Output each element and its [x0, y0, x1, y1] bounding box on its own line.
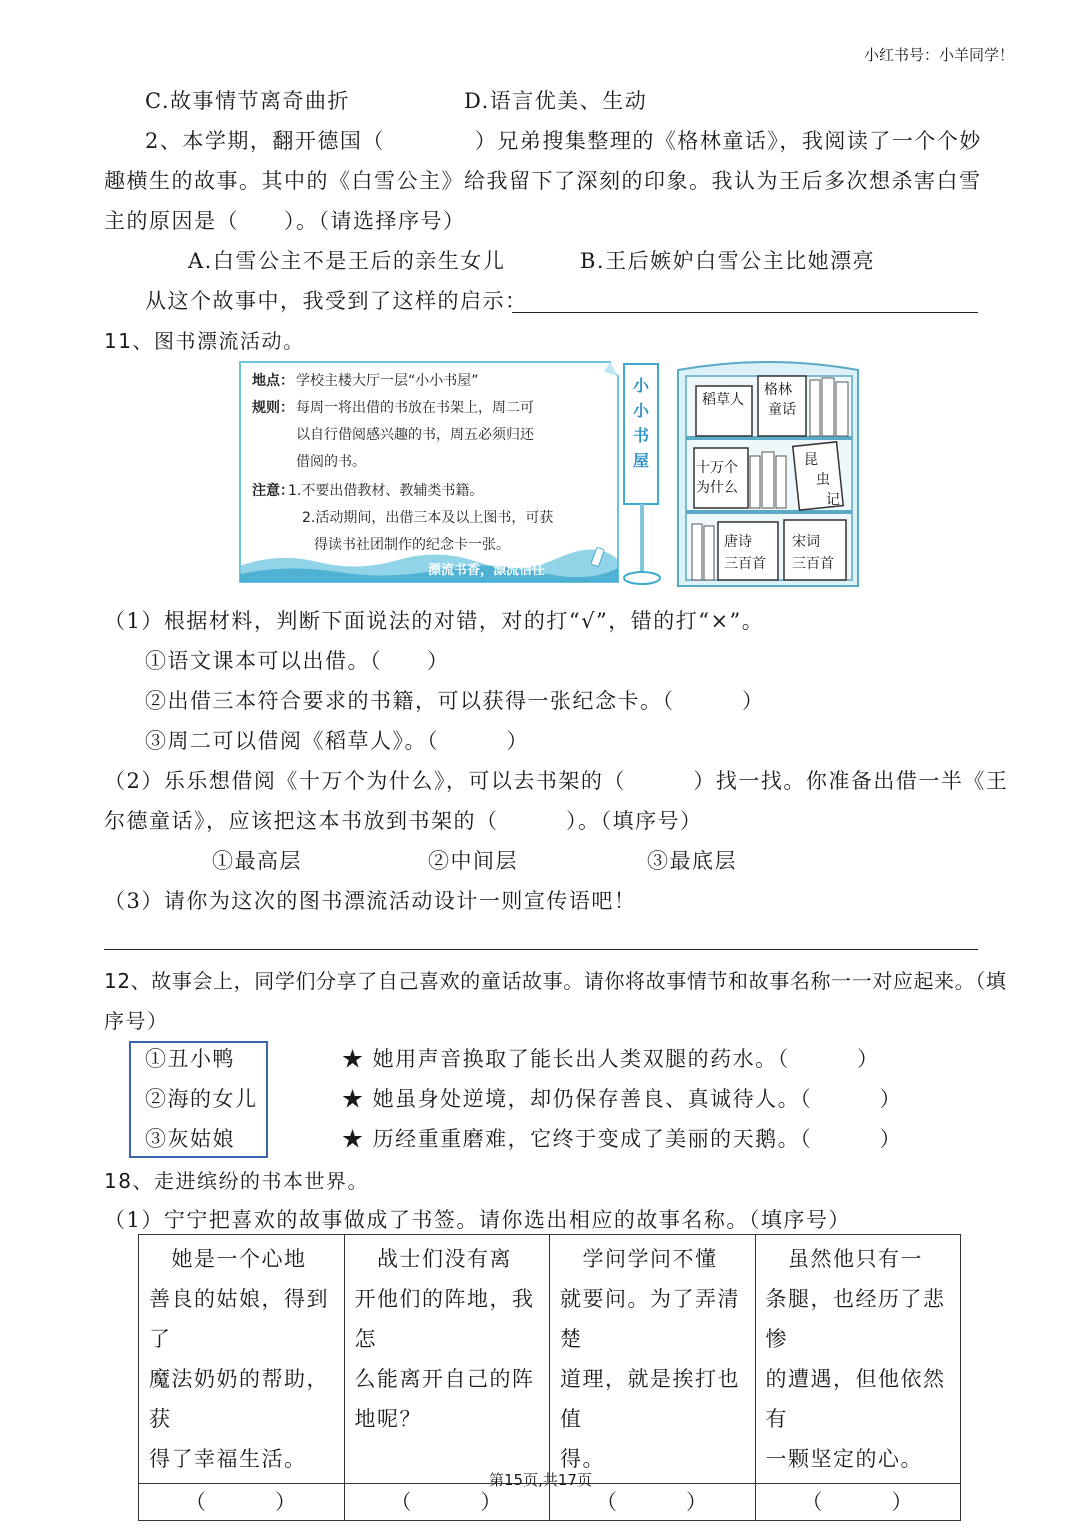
- q11-title: 11、图书漂流活动。: [104, 329, 305, 353]
- bookmark-1-line-4: 得了幸福生活。: [149, 1447, 307, 1471]
- bookmark-3-line-4: 得。: [560, 1447, 605, 1471]
- notice-slogan: 漂流书香，漂流信任: [428, 563, 546, 578]
- book-gelin-2: 童话: [768, 402, 796, 418]
- book-tangshi-1: 唐诗: [724, 534, 752, 550]
- inspire-answer-line[interactable]: [512, 312, 978, 313]
- q18-s1: （1）宁宁把喜欢的故事做成了书签。请你选出相应的故事名称。（填序号）: [104, 1208, 851, 1232]
- sign-char-3: 书: [633, 426, 650, 445]
- bookmark-1-line-3: 魔法奶奶的帮助，获: [149, 1367, 329, 1431]
- bookmark-4: [755, 1235, 961, 1484]
- story-name-2: ②海的女儿: [145, 1087, 258, 1111]
- sign-char-2: 小: [633, 401, 650, 420]
- q12-title-line1: 12、故事会上，同学们分享了自己喜欢的童话故事。请你将故事情节和故事名称一一对应起来。（填: [104, 969, 1007, 993]
- story-name-1: ①丑小鸭: [145, 1047, 235, 1071]
- bookmark-2: [344, 1235, 550, 1484]
- bookmark-4-line-1: 虽然他只有一: [765, 1247, 923, 1271]
- plot-3: ★ 历经重重磨难，它终于变成了美丽的天鹅。（ ）: [342, 1127, 903, 1151]
- answer-cell-1[interactable]: （ ）: [139, 1484, 345, 1521]
- notice-place: 学校主楼大厅一层“小小书屋”: [296, 373, 479, 389]
- bookmark-3-line-1: 学问学问不懂: [560, 1247, 718, 1271]
- bookmark-2-line-2: 开他们的阵地，我怎: [354, 1287, 535, 1351]
- bookmark-1: [139, 1235, 345, 1484]
- q10-p2-line2: 趣横生的故事。其中的《白雪公主》给我留下了深刻的印象。我认为王后多次想杀害白雪: [104, 169, 982, 193]
- q11-s2-line2: 尔德童话》，应该把这本书放到书架的（ ）。（填序号）: [104, 809, 703, 833]
- notice-rule-3: 借阅的书。: [296, 454, 366, 470]
- book-shiwan-1: 十万个: [696, 460, 738, 476]
- q11-s2-line1: （2）乐乐想借阅《十万个为什么》，可以去书架的（ ）找一找。你准备出借一半《王: [104, 769, 1009, 793]
- option-b: B.王后嫉妒白雪公主比她漂亮: [580, 249, 876, 273]
- q11-s1-b: ②出借三本符合要求的书籍，可以获得一张纪念卡。（ ）: [145, 689, 765, 713]
- q12-title-line2: 序号）: [104, 1009, 169, 1033]
- notice-place-label: 地点：: [252, 373, 294, 389]
- library-illustration: [238, 356, 864, 592]
- bookmark-4-line-2: 条腿，也经历了悲惨: [765, 1287, 946, 1351]
- q11-s1-c: ③周二可以借阅《稻草人》。（ ）: [145, 729, 529, 753]
- notice-rule-label: 规则：: [252, 400, 294, 416]
- bookmark-2-line-4: 地呢？: [354, 1407, 422, 1431]
- bookmark-1-line-2: 善良的姑娘，得到了: [149, 1287, 329, 1351]
- q10-p2-line1: 2、本学期，翻开德国（ ）兄弟搜集整理的《格林童话》，我阅读了一个个妙: [145, 129, 982, 153]
- book-kunchong-2: 虫: [816, 472, 830, 488]
- q10-p2-line3: 主的原因是（ ）。（请选择序号）: [104, 209, 466, 233]
- notice-note-label: 注意：: [252, 483, 294, 499]
- bookmark-2-line-1: 战士们没有离: [354, 1247, 512, 1271]
- q11-s1-a: ①语文课本可以出借。（ ）: [145, 649, 450, 673]
- sign-char-4: 屋: [633, 451, 650, 470]
- notice-note-2: 2.活动期间，出借三本及以上图书，可获: [302, 510, 554, 526]
- book-kunchong-3: 记: [826, 492, 840, 508]
- option-c: C.故事情节离奇曲折: [145, 89, 350, 113]
- page-number: 第15页,共17页: [489, 1471, 592, 1489]
- bookmark-3-line-3: 道理，就是挨打也值: [560, 1367, 740, 1431]
- book-kunchong-1: 昆: [804, 452, 818, 468]
- bookmark-2-line-3: 么能离开自己的阵: [354, 1367, 535, 1391]
- option-d: D.语言优美、生动: [464, 89, 648, 113]
- q11-s2-option-2: ②中间层: [428, 849, 518, 873]
- bookmark-3-line-2: 就要问。为了弄清楚: [560, 1287, 740, 1351]
- book-gelin-1: 格林: [764, 382, 792, 398]
- notice-rule-2: 以自行借阅感兴趣的书，周五必须归还: [296, 427, 534, 443]
- sign-char-1: 小: [633, 376, 650, 395]
- q18-title: 18、走进缤纷的书本世界。: [104, 1169, 369, 1193]
- book-songci-1: 宋词: [792, 534, 820, 550]
- answer-cell-3[interactable]: （ ）: [550, 1484, 756, 1521]
- notice-rule-1: 每周一将出借的书放在书架上，周二可: [296, 400, 534, 416]
- bookmark-4-line-4: 一颗坚定的心。: [765, 1447, 923, 1471]
- bookmark-4-line-3: 的遭遇，但他依然有: [765, 1367, 946, 1431]
- q11-s2-option-3: ③最底层: [647, 849, 737, 873]
- header-note: 小红书号：小羊同学！: [864, 46, 1015, 64]
- story-name-3: ③灰姑娘: [145, 1127, 235, 1151]
- q11-s3: （3）请你为这次的图书漂流活动设计一则宣传语吧！: [104, 889, 637, 913]
- option-a: A.白雪公主不是王后的亲生女儿: [188, 249, 506, 273]
- notice-note-3: 得读书社团制作的纪念卡一张。: [314, 537, 510, 553]
- inspire-prompt: 从这个故事中，我受到了这样的启示：: [145, 289, 528, 313]
- book-daocaoren: 稻草人: [702, 392, 744, 408]
- bookmark-row: [139, 1235, 961, 1484]
- slogan-answer-line[interactable]: [104, 949, 978, 950]
- plot-2: ★ 她虽身处逆境，却仍保存善良、真诚待人。（ ）: [342, 1087, 903, 1111]
- q11-s1: （1）根据材料，判断下面说法的对错，对的打“√”，错的打“×”。: [104, 609, 765, 633]
- q11-s2-option-1: ①最高层: [212, 849, 302, 873]
- bookmark-3: [550, 1235, 756, 1484]
- book-songci-2: 三百首: [792, 556, 834, 572]
- answer-cell-4[interactable]: （ ）: [755, 1484, 961, 1521]
- bookmark-1-line-1: 她是一个心地: [149, 1247, 307, 1271]
- notice-note-1: 1.不要出借教材、教辅类书籍。: [288, 483, 484, 499]
- book-shiwan-2: 为什么: [696, 480, 738, 496]
- book-tangshi-2: 三百首: [724, 556, 766, 572]
- plot-1: ★ 她用声音换取了能长出人类双腿的药水。（ ）: [342, 1047, 880, 1071]
- answer-cell-2[interactable]: （ ）: [344, 1484, 550, 1521]
